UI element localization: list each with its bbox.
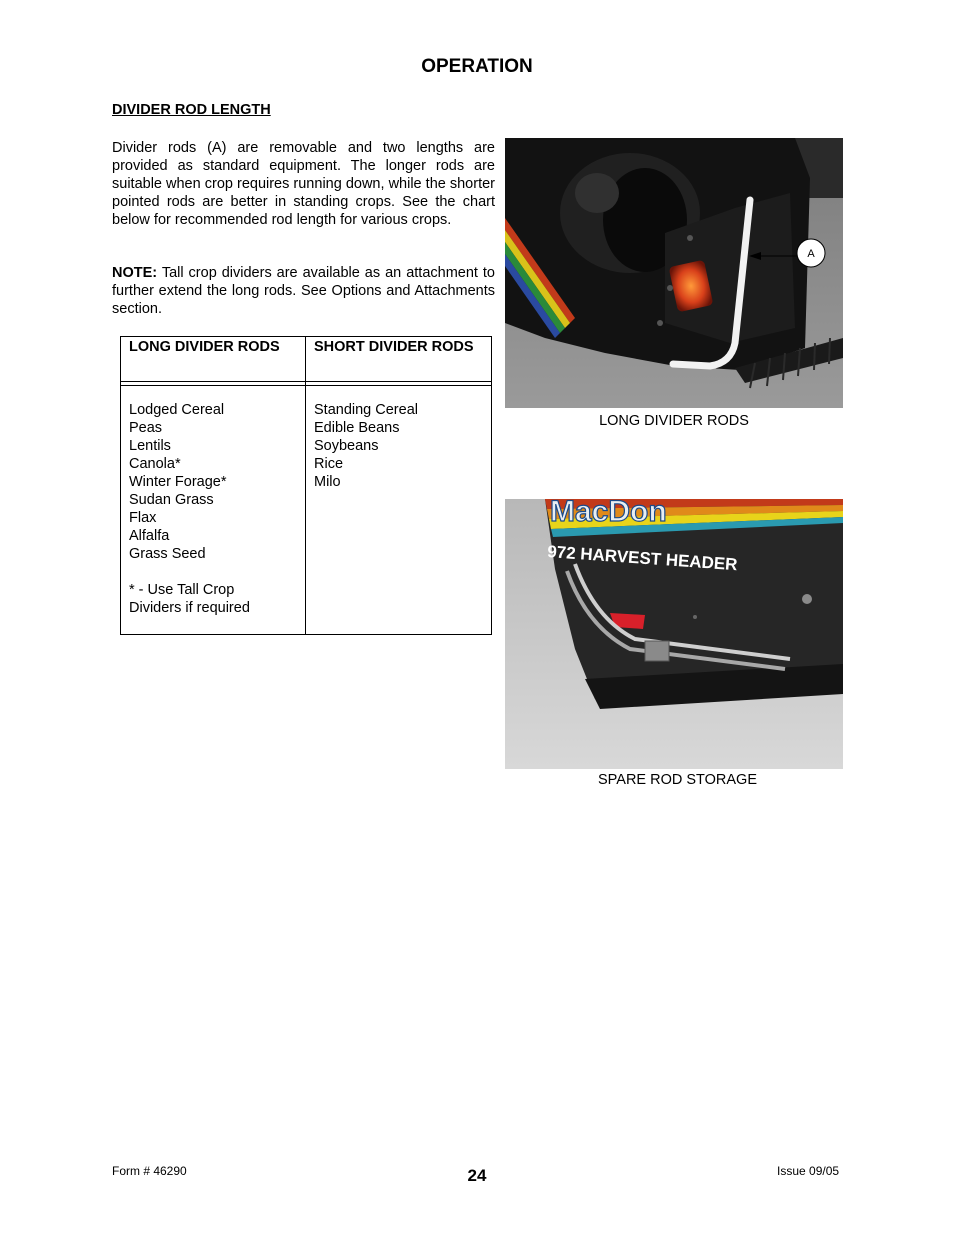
issue-date: Issue 09/05 <box>777 1164 840 1178</box>
page-title: OPERATION <box>421 56 533 77</box>
long-divider-rods-photo <box>505 138 843 408</box>
column-header-long: LONG DIVIDER RODS <box>129 339 280 355</box>
list-item: Lodged Cereal <box>129 402 225 418</box>
list-item: Lentils <box>129 438 171 454</box>
note-text: Tall crop dividers are available as an attachment to further extend the long rods. See Options and Attachments section. <box>112 265 495 317</box>
list-item: Canola* <box>129 456 181 472</box>
list-item: Standing Cereal <box>314 402 418 418</box>
list-item: Grass Seed <box>129 546 206 562</box>
list-item: Peas <box>129 420 163 436</box>
short-rod-crop-list <box>314 401 418 491</box>
figure-caption: SPARE ROD STORAGE <box>598 772 757 788</box>
list-item: Alfalfa <box>129 528 170 544</box>
figure-caption: LONG DIVIDER RODS <box>599 413 749 429</box>
spare-rod-storage-photo <box>505 499 843 769</box>
long-rod-crop-list <box>129 401 227 563</box>
logo-text: MacDon <box>550 499 667 528</box>
footnote-line: Dividers if required <box>129 600 250 616</box>
list-item: Rice <box>314 456 344 472</box>
list-item: Milo <box>314 474 341 490</box>
column-header-short: SHORT DIVIDER RODS <box>314 339 474 355</box>
note-label: NOTE: <box>112 265 158 281</box>
intro-paragraph: Divider rods (A) are removable and two lengths are provided as standard equipment. The longer rods are suitable when crop requires running down, while the shorter pointed rods are better in standing crops. See the chart below for recommended rod length for various crops. <box>112 140 495 228</box>
list-item: Edible Beans <box>314 420 400 436</box>
form-number: Form # 46290 <box>112 1164 187 1178</box>
list-item: Flax <box>129 510 157 526</box>
header-model-text: 972 HARVEST HEADER <box>546 542 739 575</box>
list-item: Winter Forage* <box>129 474 227 490</box>
page-number: 24 <box>467 1166 487 1185</box>
footnote-line: * - Use Tall Crop <box>129 582 235 598</box>
note-paragraph <box>112 264 495 318</box>
table-footnote <box>129 581 250 617</box>
list-item: Sudan Grass <box>129 492 214 508</box>
list-item: Soybeans <box>314 438 379 454</box>
section-heading: DIVIDER ROD LENGTH <box>112 102 271 118</box>
divider-rod-table <box>120 336 492 635</box>
callout-label: A <box>807 248 815 260</box>
